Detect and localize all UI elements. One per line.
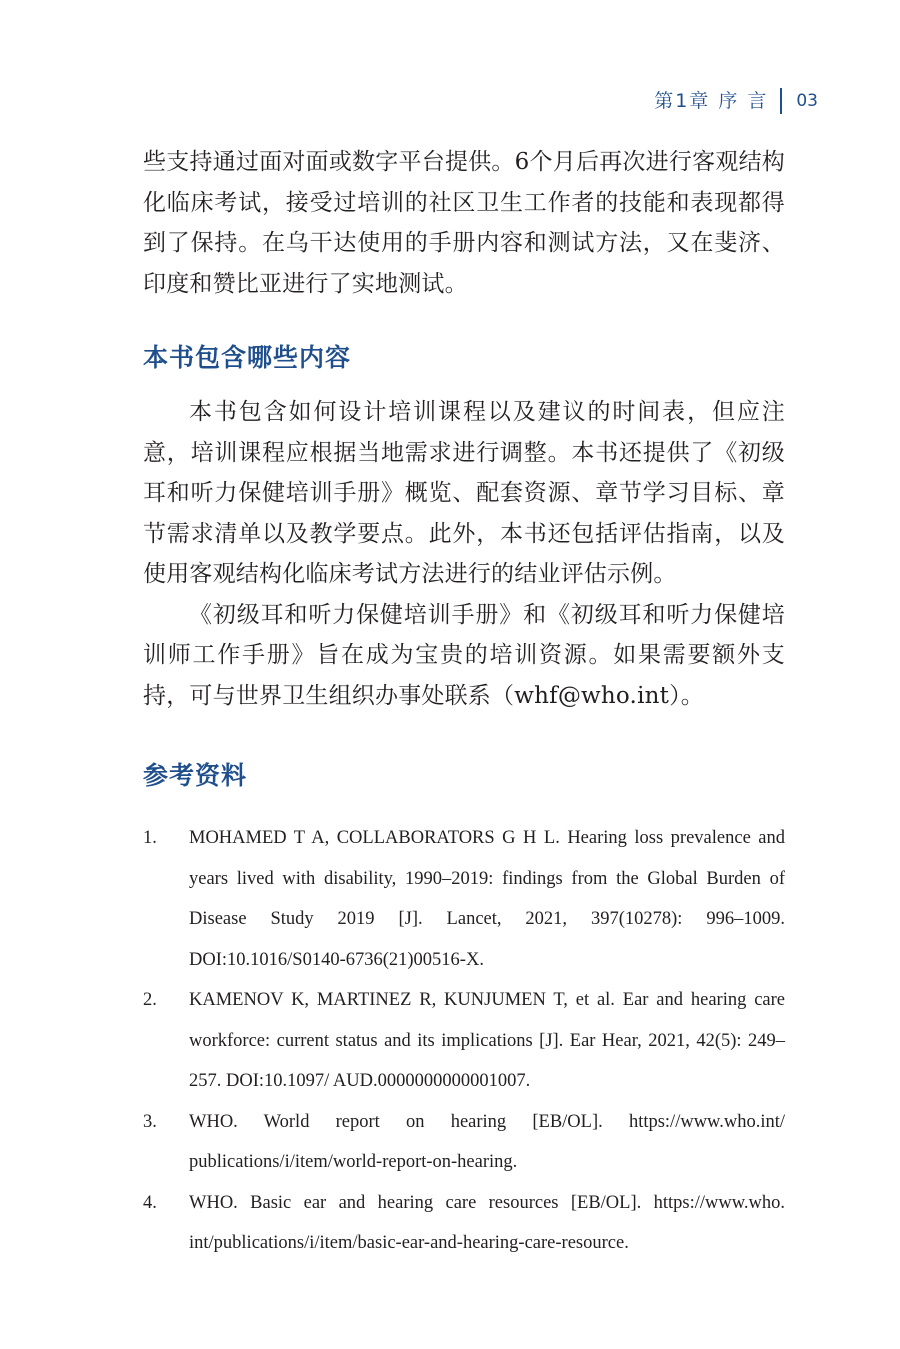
running-header [654, 88, 818, 114]
section-heading-contents: 本书包含哪些内容 [143, 343, 352, 372]
reference-item [143, 818, 785, 980]
reference-text: MOHAMED T A, COLLABORATORS G H L. Hearing loss prevalence and years lived with disability, 1990–2019: findings from the Global Burden of Disease Study 2019 [J]. Lancet, 2021, 397(10278): 996–1009. DOI:10.1016/S0140-6736(21)00516-X. [189, 828, 785, 970]
section-heading-references: 参考资料 [143, 761, 248, 790]
reference-item [143, 1102, 785, 1183]
reference-number: 1. [143, 828, 157, 848]
chapter-title: 第1章 序 言 [654, 90, 769, 112]
reference-number: 3. [143, 1111, 157, 1132]
reference-text: KAMENOV K, MARTINEZ R, KUNJUMEN T, et al. Ear and hearing care workforce: current status and its implications [J]. Ear Hear, 2021, 42(5): 249–257. DOI:10.1097/ AUD.0000000000001007. [189, 990, 785, 1091]
header-divider [780, 88, 782, 114]
reference-item [143, 980, 785, 1102]
intro-paragraph: 些支持通过面对面或数字平台提供。6个月后再次进行客观结构化临床考试，接受过培训的社区卫生工作者的技能和表现都得到了保持。在乌干达使用的手册内容和测试方法，又在斐济、印度和赞比亚进行了实地测试。 [143, 149, 785, 297]
reference-text: WHO. Basic ear and hearing care resources [EB/OL]. https://www.who. int/publications/i/item/basic-ear-and-hearing-care-resource. [189, 1192, 785, 1253]
page-number: 03 [796, 91, 818, 111]
body-paragraph: 《初级耳和听力保健培训手册》和《初级耳和听力保健培训师工作手册》旨在成为宝贵的培训资源。如果需要额外支持，可与世界卫生组织办事处联系（whf@who.int）。 [143, 601, 785, 709]
reference-item [143, 1183, 785, 1264]
reference-text: WHO. World report on hearing [EB/OL]. https://www.who.int/ publications/i/item/world-report-on-hearing. [189, 1111, 785, 1172]
reference-number: 2. [143, 990, 157, 1010]
reference-number: 4. [143, 1192, 157, 1213]
body-paragraph: 本书包含如何设计培训课程以及建议的时间表，但应注意，培训课程应根据当地需求进行调整。本书还提供了《初级耳和听力保健培训手册》概览、配套资源、章节学习目标、章节需求清单以及教学要点。此外，本书还包括评估指南，以及使用客观结构化临床考试方法进行的结业评估示例。 [143, 399, 785, 587]
page-body [143, 142, 785, 1264]
reference-list [143, 818, 785, 1264]
